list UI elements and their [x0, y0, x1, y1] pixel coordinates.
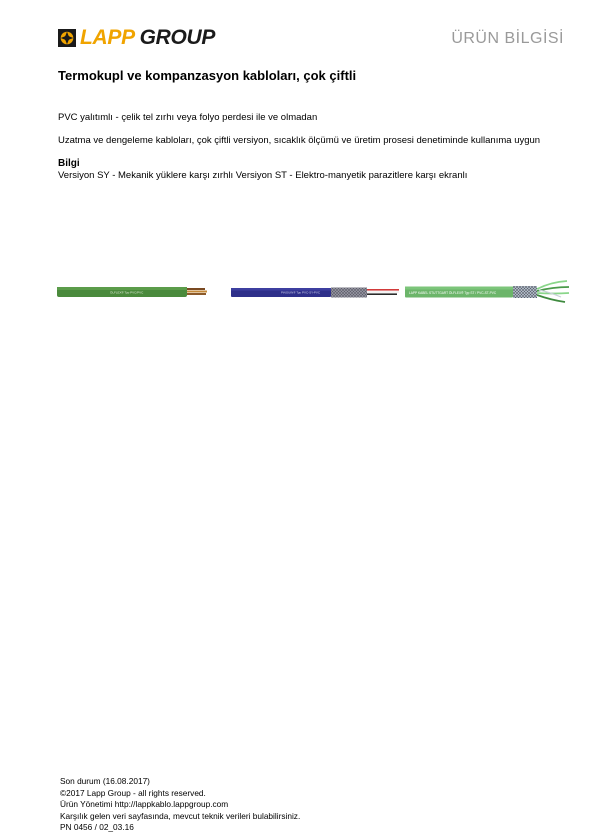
footer-datasheet-note: Karşılık gelen veri sayfasında, mevcut teknik verileri bulabilirsiniz.	[60, 810, 301, 821]
cable-print-1: ÖLFLEX® Typ PVC/PVC	[110, 290, 144, 295]
cable-image-3	[405, 281, 569, 302]
footer	[60, 776, 300, 834]
lapp-logo-icon	[58, 29, 76, 47]
cable-print-3: LAPP KABEL STUTTGART ÖLFLEX® Typ ST / PVC-ST-PVC	[409, 290, 497, 295]
info-heading: Bilgi	[58, 158, 80, 169]
cable-image-1	[57, 287, 207, 297]
info-text: Versiyon SY - Mekanik yüklere karşı zırhlı Versiyon ST - Elektro-manyetik parazitlere karşı ekranlı	[58, 170, 468, 181]
document-type-label: ÜRÜN BİLGİSİ	[451, 30, 564, 47]
logo-wordmark: LAPP GROUP	[80, 26, 216, 49]
paragraph-insulation: PVC yalıtımlı - çelik tel zırhı veya folyo perdesi ile ve olmadan	[58, 112, 318, 123]
cable-images	[55, 272, 575, 312]
lapp-group-logo	[58, 27, 215, 49]
footer-copyright: ©2017 Lapp Group - all rights reserved.	[60, 787, 206, 798]
footer-last-updated: Son durum (16.08.2017)	[60, 776, 150, 786]
footer-document-number: PN 0456 / 02_03.16	[60, 822, 134, 832]
paragraph-usage: Uzatma ve dengeleme kabloları, çok çiftli versiyon, sıcaklık ölçümü ve üretim prosesi denetiminde kullanıma uygun	[58, 135, 541, 146]
cable-print-2: PiNGUIN® Typ PVC-SY-PVC	[281, 290, 321, 295]
page-title: Termokupl ve kompanzasyon kabloları, çok çiftli	[58, 68, 357, 83]
cable-image-2	[231, 288, 399, 298]
footer-product-management: Ürün Yönetimi http://lappkablo.lappgroup.com	[60, 799, 229, 809]
